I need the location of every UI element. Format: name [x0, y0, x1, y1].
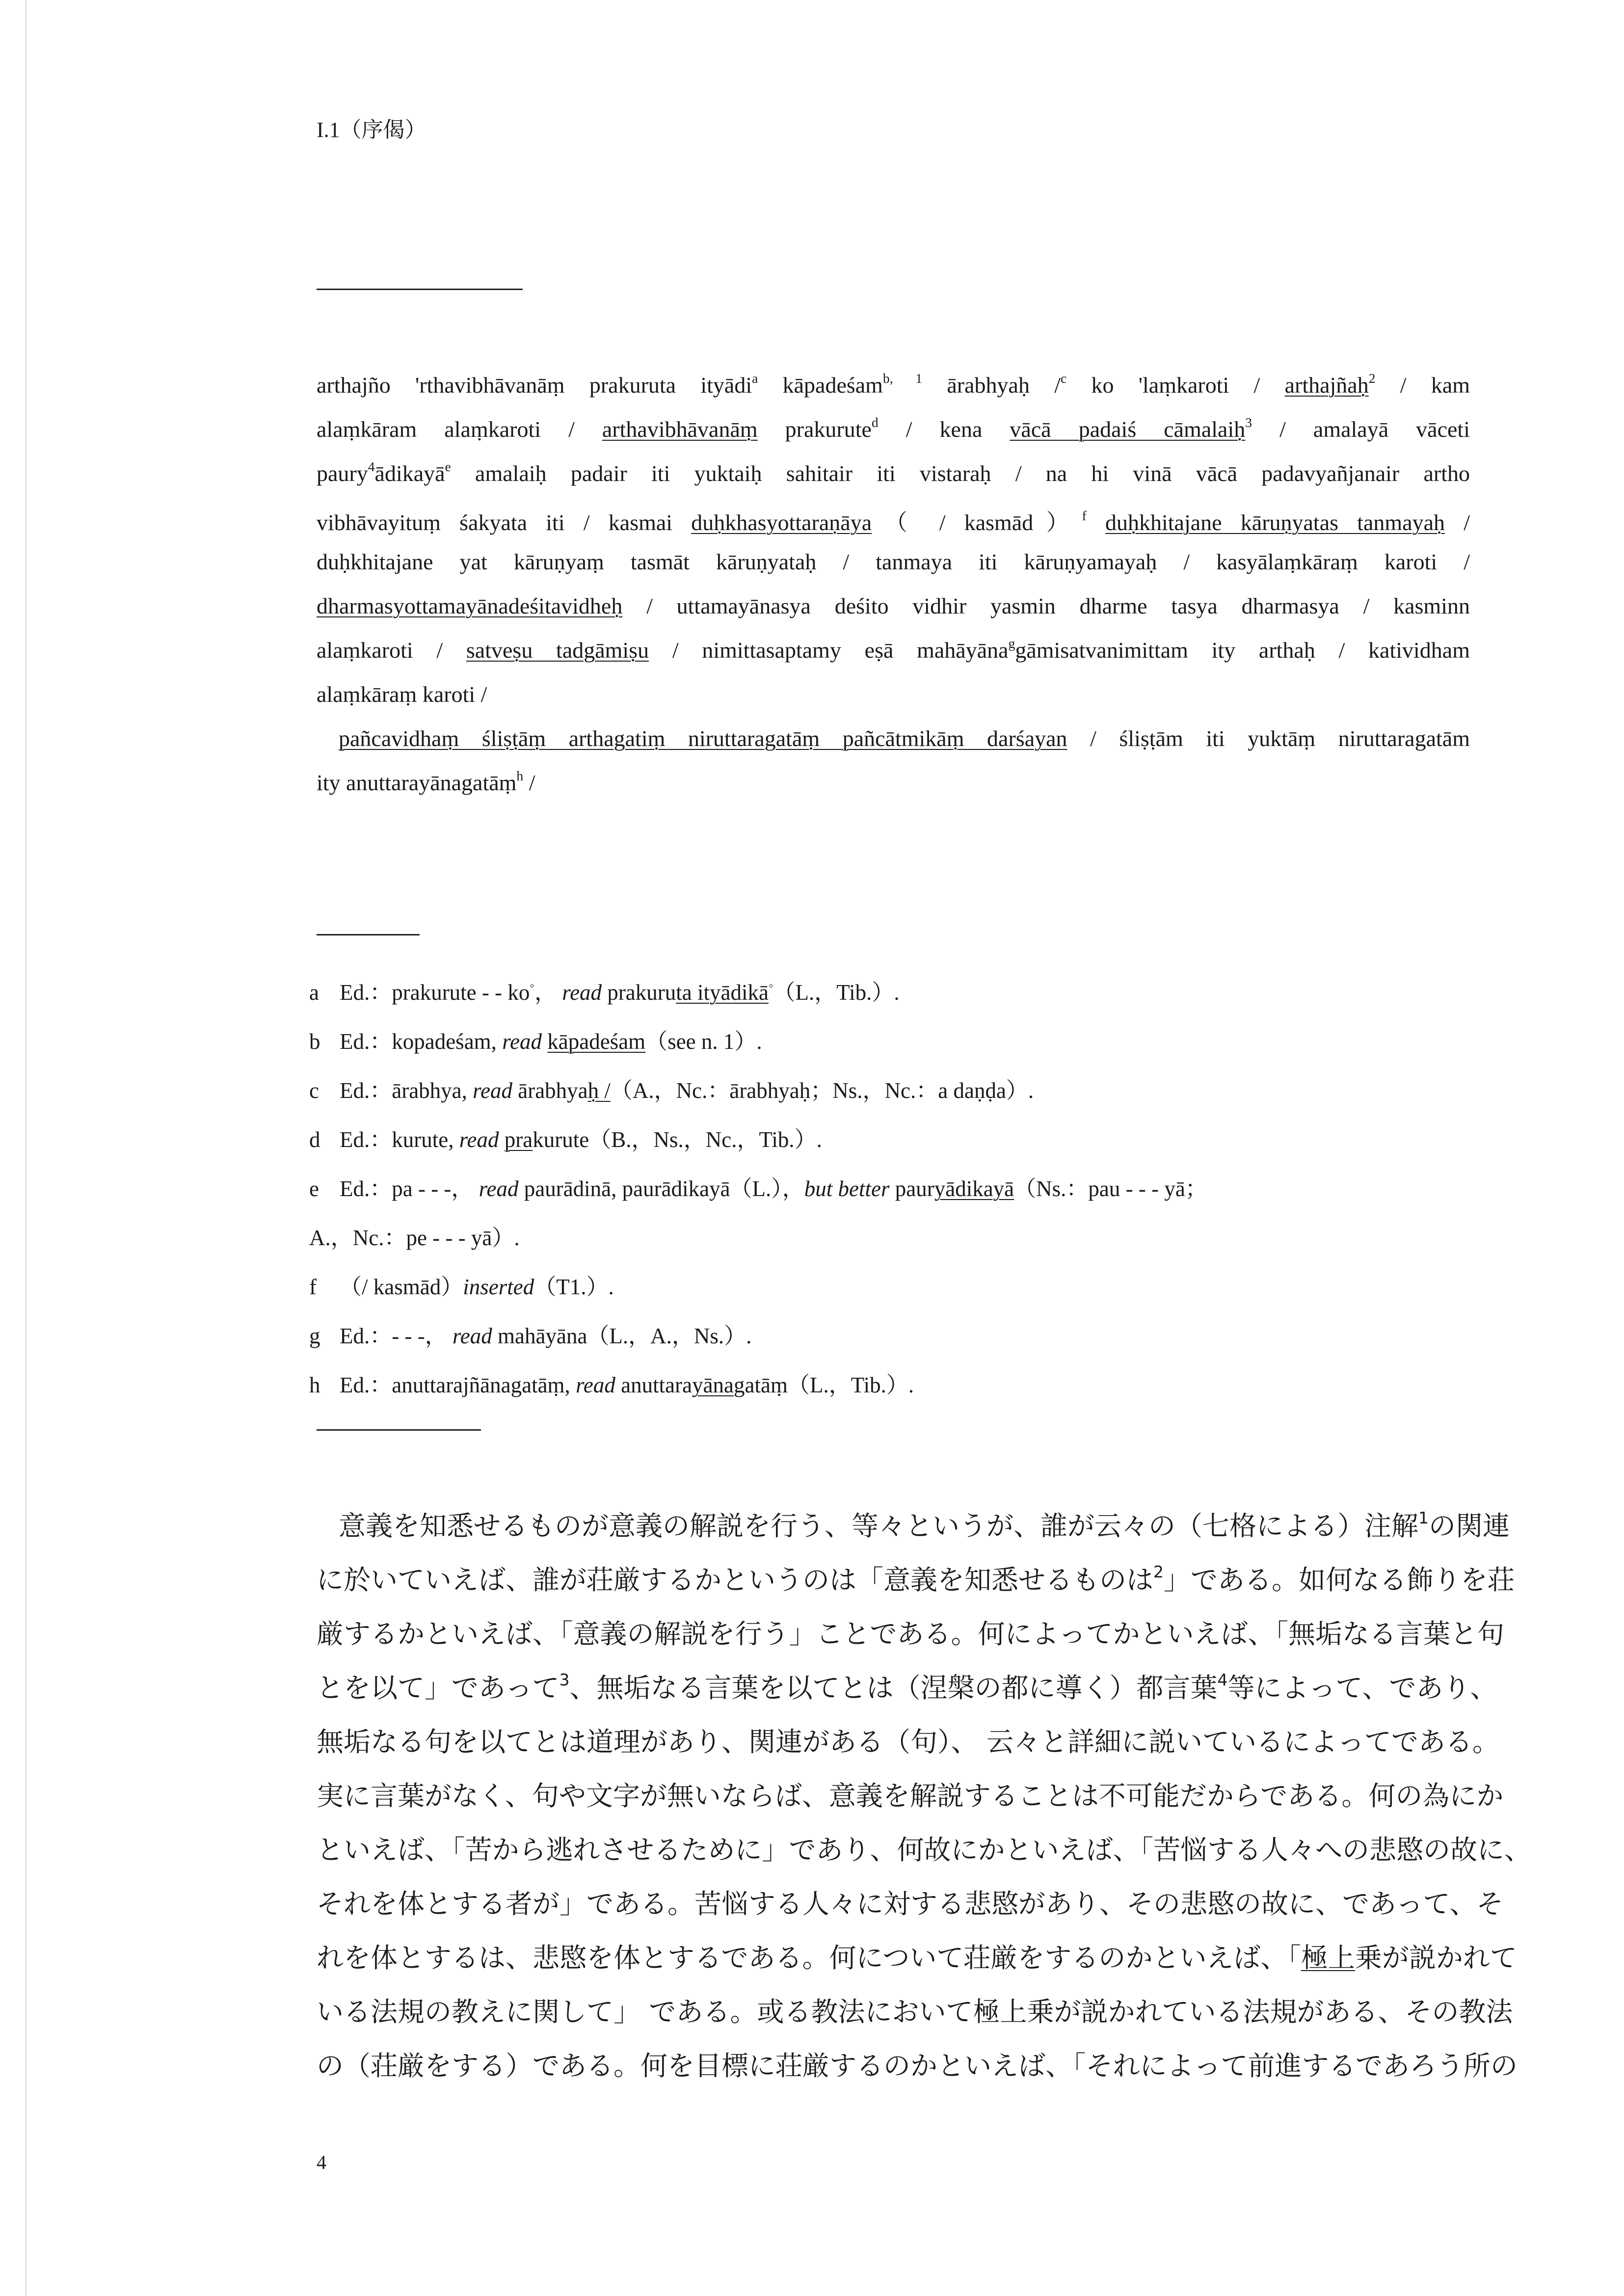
variant-ref: g [1008, 635, 1015, 651]
underlined-term: pañcavidhaṃ śliṣṭāṃ arthagatiṃ niruttaragatāṃ pañcātmikāṃ darśayan [339, 726, 1067, 751]
text-span: 等によって、であり、 [1227, 1672, 1497, 1704]
footnote-ref: 2 [1368, 370, 1376, 386]
text-span: / uttamayānasya deśito vidhir yasmin dharme tasya dharmasya / kasminn [622, 593, 1470, 618]
text-span: ādikayā [374, 461, 445, 486]
text-span: とを以て」であって [317, 1672, 559, 1704]
underlined-term: arthavibhāvanāṃ [602, 417, 758, 442]
section-header: I.1（序偈） [317, 118, 426, 142]
notes-separator-rule [317, 934, 420, 935]
text-span: （see n. 1）. [645, 1029, 762, 1054]
text-span: mahāyāna（L.，A.，Ns.）. [492, 1324, 752, 1348]
text-span: ārabhya [512, 1078, 588, 1103]
page-number: 4 [317, 2151, 326, 2173]
sanskrit-line [339, 725, 1470, 751]
text-span: （Ns.：pau - - - yā； [1014, 1176, 1207, 1201]
text-span: gatāṃ（L.，Tib.）. [734, 1373, 914, 1397]
underlined-term: vācā padaiś cāmalaiḥ [1010, 417, 1246, 442]
text-span: Ed.：- - -， [340, 1324, 453, 1348]
japanese-line [317, 1666, 1497, 1705]
underlined-term: pra [504, 1127, 533, 1152]
underlined-term: yāna [692, 1373, 734, 1397]
text-span: 、無垢なる言葉を以てとは（涅槃の都に導く）都言葉 [569, 1672, 1218, 1704]
text-span: kāpadeśam [758, 373, 883, 398]
text-span: vibhāvayituṃ śakyata iti / kasmai [317, 510, 692, 535]
text-span: paury [317, 461, 368, 486]
japanese-line [317, 1936, 1517, 1975]
text-span: Ed.：ārabhya, [340, 1078, 473, 1103]
underlined-term: kāpadeśam [547, 1029, 646, 1054]
text-span: ， [534, 980, 562, 1005]
text-span: ko 'laṃkaroti / [1066, 373, 1285, 398]
variant-ref: f [1082, 507, 1087, 523]
text-span: / kena [878, 417, 1010, 442]
text-span: read [452, 1324, 492, 1348]
note-label: e [309, 1176, 319, 1201]
underlined-term: ta ityādikā [676, 980, 769, 1005]
note-label: g [309, 1324, 320, 1348]
separator-rule [317, 289, 523, 290]
sanskrit-line [317, 460, 1470, 486]
note-label: a [309, 980, 319, 1005]
sanskrit-line [317, 505, 1470, 537]
text-span: （L.，Tib.）. [773, 980, 900, 1005]
text-span: / [523, 770, 535, 795]
variant-ref: e [445, 458, 451, 474]
text-span: inserted [463, 1275, 534, 1299]
underlined-term: duḥkhitajane kāruṇyatas tanmayaḥ [1105, 510, 1445, 535]
apparatus-note-e-continued [309, 1220, 520, 1252]
text-span: anuttara [615, 1373, 692, 1397]
footnote-ref: 4 [368, 458, 375, 474]
text-span: Ed.：kopadeśam, [340, 1029, 503, 1054]
text-span: れを体とするは、悲愍を体とするである。何について荘厳をするのかといえば、「 [317, 1942, 1301, 1974]
underlined-term: duḥkhasyottaraṇāya [691, 510, 872, 535]
text-span: Ed.：kurute, [340, 1127, 459, 1152]
text-span: （ / kasmād） [872, 510, 1082, 535]
japanese-line [317, 1558, 1515, 1597]
scan-edge-line [26, 0, 27, 2296]
underlined-term: 極上 [1301, 1942, 1355, 1974]
text-span: ity anuttarayānagatāṃ [317, 770, 517, 795]
text-span: prakuru [602, 980, 676, 1005]
text-span: read [479, 1176, 519, 1201]
footnote-ref: 2 [1153, 1562, 1164, 1581]
text-span: の（荘厳をする）である。何を目標に荘厳するのかといえば、「それによって前進するであろう所の [317, 2050, 1518, 2082]
text-span: Ed.：pa - - -， [340, 1176, 479, 1201]
text-span: （T1.）. [534, 1275, 614, 1299]
apparatus-note-h [309, 1367, 914, 1399]
variant-ref: h [516, 768, 524, 783]
apparatus-note-e [309, 1171, 1207, 1202]
text-span [542, 1029, 547, 1054]
text-span: 意義を知悉せるものが意義の解説を行う、等々というが、誰が云々の（七格による）注解 [339, 1510, 1419, 1542]
text-span: read [562, 980, 602, 1005]
separator-rule [317, 1429, 481, 1431]
text-span: read [459, 1127, 499, 1152]
footnote-ref: 3 [559, 1670, 570, 1689]
text-span: but better [804, 1176, 890, 1201]
text-span: Ed.：anuttarajñānagatāṃ, [340, 1373, 576, 1397]
text-span: （/ kasmād） [340, 1275, 463, 1299]
text-span: arthajño 'rthavibhāvanāṃ prakuruta ityādi [317, 373, 752, 398]
text-span: paur [889, 1176, 934, 1201]
footnote-ref: 4 [1217, 1670, 1228, 1689]
text-span: / [1445, 510, 1470, 535]
note-label: h [309, 1373, 320, 1397]
variant-ref: c [1060, 370, 1067, 386]
japanese-line [317, 1882, 1504, 1921]
footnote-ref: 1 [1418, 1508, 1429, 1527]
sanskrit-line [317, 593, 1470, 619]
japanese-line [317, 1990, 1513, 2029]
text-span: paurādinā, paurādikayā（L.）， [518, 1176, 804, 1201]
sanskrit-line [317, 549, 1470, 575]
text-span: prakurute [757, 417, 872, 442]
text-span: 実に言葉がなく、句や文字が無いならば、意義を解説することは不可能だからである。何の為にか [317, 1780, 1504, 1812]
text-span: A.，Nc.：pe - - - yā）. [309, 1226, 520, 1250]
text-span: 厳するかといえば、「意義の解説を行う」ことである。何によってかといえば、「無垢なる言葉と句 [317, 1618, 1505, 1650]
note-label: c [309, 1078, 319, 1103]
text-span: ārabhyaḥ / [922, 373, 1061, 398]
japanese-line [339, 1504, 1510, 1543]
apparatus-note-f [309, 1269, 614, 1301]
text-span: / nimittasaptamy eṣā mahāyāna [649, 638, 1009, 663]
text-span: （A.，Nc.：ārabhyaḥ；Ns.，Nc.：a daṇḍa）. [610, 1078, 1034, 1103]
sanskrit-line [317, 770, 1470, 796]
variant-ref: d [871, 414, 879, 430]
sanskrit-line [317, 372, 1470, 398]
underlined-term: dharmasyottamayānadeśitavidheḥ [317, 593, 623, 618]
sanskrit-line [317, 681, 1470, 707]
sanskrit-line [317, 416, 1470, 442]
text-span: alaṃkaroti / [317, 638, 466, 663]
text-span: Ed.：prakurute - - ko [340, 980, 530, 1005]
text-span: alaṃkāram alaṃkaroti / [317, 417, 602, 442]
underlined-term: arthajñaḥ [1284, 373, 1369, 398]
apparatus-note-d [309, 1121, 822, 1153]
text-span: 乗が説かれて [1355, 1942, 1517, 1974]
text-span: amalaiḥ padair iti yuktaiḥ sahitair iti vistaraḥ / na hi vinā vācā padavyañjanair artho [451, 461, 1470, 486]
text-span: といえば、「苦から逃れさせるために」であり、何故にかといえば、「苦悩する人々への悲愍の故に、 [317, 1834, 1532, 1866]
text-span: read [502, 1029, 542, 1054]
japanese-line [317, 1612, 1505, 1651]
text-span [499, 1127, 505, 1152]
footnote-ref: 3 [1245, 414, 1252, 430]
apparatus-note-a [309, 974, 900, 1006]
japanese-line [317, 1774, 1504, 1813]
text-span [1087, 510, 1105, 535]
text-span: / kam [1375, 373, 1470, 398]
japanese-line [317, 2044, 1518, 2083]
text-span: の関連 [1429, 1510, 1510, 1542]
apparatus-note-c [309, 1072, 1034, 1104]
text-span: に於いていえば、誰が荘厳するかというのは「意義を知悉せるものは [317, 1564, 1154, 1596]
text-span: read [473, 1078, 512, 1103]
underlined-term: ḥ / [587, 1078, 611, 1103]
note-label: f [309, 1275, 317, 1299]
text-span: / śliṣṭām iti yuktāṃ niruttaragatām [1067, 726, 1470, 751]
japanese-line [317, 1720, 1499, 1759]
japanese-line [317, 1828, 1532, 1867]
underlined-term: yādikayā [934, 1176, 1014, 1201]
note-label: b [309, 1029, 320, 1054]
text-span: kurute（B.，Ns.，Nc.，Tib.）. [532, 1127, 822, 1152]
variant-ref: b, 1 [882, 370, 923, 386]
text-span: いる法規の教えに関して」 である。或る教法において極上乗が説かれている法規がある、その教法 [317, 1996, 1513, 2028]
text-span: 」である。如何なる飾りを荘 [1164, 1564, 1515, 1596]
underlined-term: satveṣu tadgāmiṣu [466, 638, 649, 663]
apparatus-note-g [309, 1318, 751, 1350]
text-span: それを体とする者が」である。苦悩する人々に対する悲愍があり、その悲愍の故に、であって、そ [317, 1888, 1504, 1920]
text-span: duḥkhitajane yat kāruṇyaṃ tasmāt kāruṇyataḥ / tanmaya iti kāruṇyamayaḥ / kasyālaṃkāraṃ karoti / [317, 549, 1470, 574]
note-label: d [309, 1127, 320, 1152]
text-span: 無垢なる句を以てとは道理があり、関連がある（句）、 云々と詳細に説いているによってである。 [317, 1726, 1499, 1758]
text-span: alaṃkāraṃ karoti / [317, 682, 487, 707]
apparatus-note-b [309, 1023, 762, 1055]
text-span: / amalayā vāceti [1252, 417, 1470, 442]
text-span: ◦ [530, 978, 534, 993]
text-span: read [576, 1373, 615, 1397]
variant-ref: a [752, 370, 758, 386]
text-span: ◦ [768, 978, 773, 993]
sanskrit-line [317, 637, 1470, 663]
text-span: gāmisatvanimittam ity arthaḥ / katividham [1015, 638, 1470, 663]
